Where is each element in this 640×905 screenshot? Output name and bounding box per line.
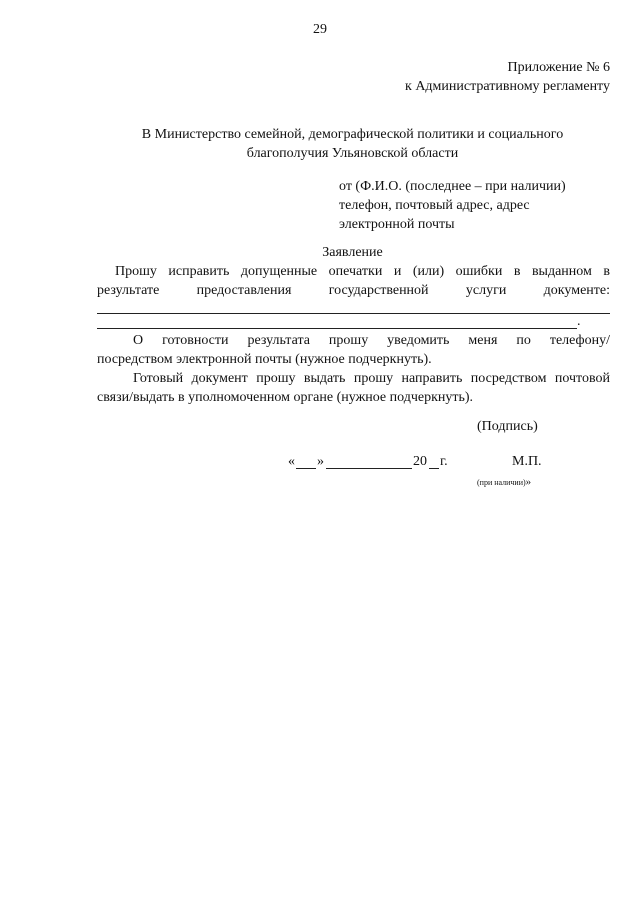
document-title: Заявление bbox=[322, 245, 383, 260]
body-paragraph-3-line-2: связи/выдать в уполномоченном органе (нужное подчеркнуть). bbox=[97, 390, 474, 405]
body-paragraph-1-line-1: Прошу исправить допущенные опечатки и (или) ошибки в выданном в bbox=[115, 264, 610, 279]
date-day-blank[interactable] bbox=[296, 468, 316, 469]
date-year-suffix: г. bbox=[440, 454, 448, 469]
blank-line-end-period: . bbox=[577, 314, 581, 329]
from-line-1: от (Ф.И.О. (последнее – при наличии) bbox=[339, 179, 566, 194]
body-paragraph-1-line-2: результате предоставления государственной услуги документе: bbox=[97, 283, 610, 298]
stamp-note-quote: » bbox=[525, 476, 532, 488]
appendix-title: Приложение № 6 bbox=[507, 60, 610, 75]
stamp-note: (при наличии)» bbox=[477, 476, 532, 488]
page-number: 29 bbox=[313, 22, 327, 37]
stamp-label: М.П. bbox=[512, 454, 542, 469]
addressee-line-2: благополучия Ульяновской области bbox=[246, 146, 459, 161]
date-open-quote: « bbox=[288, 454, 295, 469]
from-line-2: телефон, почтовый адрес, адрес bbox=[339, 198, 530, 213]
body-paragraph-3-line-1: Готовый документ прошу выдать прошу направить посредством почтовой bbox=[133, 371, 610, 386]
blank-line-2[interactable] bbox=[97, 328, 577, 329]
date-year-prefix: 20 bbox=[413, 454, 427, 469]
from-line-3: электронной почты bbox=[339, 217, 455, 232]
body-paragraph-2-line-2: посредством электронной почты (нужное подчеркнуть). bbox=[97, 352, 432, 367]
body-paragraph-2-line-1: О готовности результата прошу уведомить меня по телефону/ bbox=[133, 333, 610, 348]
blank-line-1[interactable] bbox=[97, 313, 610, 314]
date-month-blank[interactable] bbox=[326, 468, 412, 469]
appendix-subtitle: к Административному регламенту bbox=[405, 79, 610, 94]
signature-label: (Подпись) bbox=[477, 419, 538, 434]
addressee-line-1: В Министерство семейной, демографической политики и социального bbox=[141, 127, 564, 142]
date-close-quote: » bbox=[317, 454, 324, 469]
date-year-blank[interactable] bbox=[429, 468, 439, 469]
